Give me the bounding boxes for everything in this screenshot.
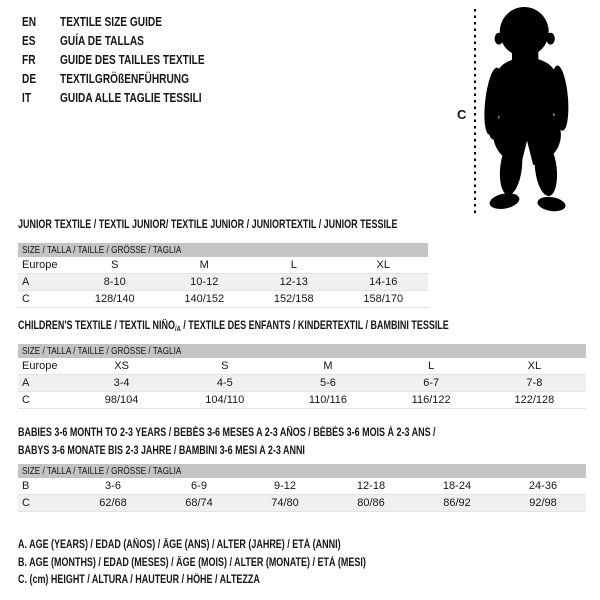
table-cell: 12-13	[249, 274, 339, 291]
note-age-years: A. AGE (YEARS) / EDAD (AÑOS) / ÂGE (ANS) / ALTER (JAHRE) / ETÀ (ANNI)	[18, 539, 341, 551]
babies-table-title: BABIES 3-6 MONTH TO 2-3 YEARS / BEBÉS 3-6 MESES A 2-3 AÑOS / BÉBÉS 3-6 MOIS À 2-3 ANS / BABYS 3-6 MONATE BIS 2-3 JAHRE / BAMBINI 3-6 MESI A 2-3 ANNI	[18, 427, 436, 457]
baby-silhouette-image	[481, 6, 575, 214]
lang-row-en	[22, 12, 245, 31]
table-cell: 9-12	[242, 478, 328, 495]
size-band-row	[18, 344, 586, 358]
lang-code: IT	[22, 90, 32, 105]
table-cell: M	[160, 257, 250, 274]
lang-row-fr	[22, 50, 245, 69]
table-cell: 92/98	[500, 495, 586, 512]
size-band-row	[18, 243, 428, 257]
lang-title: GUIDE DES TAILLES TEXTILE	[60, 52, 205, 67]
row-label: Europe	[18, 358, 70, 375]
table-cell: M	[276, 358, 379, 375]
row-label: B	[18, 478, 70, 495]
table-cell: 12-18	[328, 478, 414, 495]
lang-title: GUÍA DE TALLAS	[60, 33, 144, 48]
lang-row-de	[22, 69, 245, 88]
note-height-cm: C. (cm) HEIGHT / ALTURA / HAUTEUR / HÖHE / ALTEZZA	[18, 574, 260, 586]
table-cell: XS	[70, 358, 173, 375]
table-cell: 10-12	[160, 274, 250, 291]
lang-code: ES	[22, 33, 36, 48]
height-measure-line	[473, 9, 477, 213]
table-cell: 152/158	[249, 291, 339, 308]
table-cell: XL	[483, 358, 586, 375]
table-cell: 116/122	[380, 392, 483, 409]
lang-code: FR	[22, 52, 36, 67]
legend-notes	[18, 537, 464, 590]
row-label: C	[18, 291, 70, 308]
table-cell: 86/92	[414, 495, 500, 512]
lang-code: EN	[22, 14, 37, 29]
row-label: A	[18, 274, 70, 291]
table-cell: 74/80	[242, 495, 328, 512]
table-cell: 8-10	[70, 274, 160, 291]
language-list	[22, 12, 245, 107]
table-cell: S	[70, 257, 160, 274]
table-row	[18, 495, 586, 512]
table-cell: L	[380, 358, 483, 375]
table-cell: 104/110	[173, 392, 276, 409]
children-table-title: CHILDREN'S TEXTILE / TEXTIL $NIÑO_{/A}$ / TEXTILE DES ENFANTS / KINDERTEXTIL / BAMBINI TESSILE	[18, 320, 449, 333]
table-row	[18, 358, 586, 375]
table-row	[18, 291, 428, 308]
lang-title: TEXTILE SIZE GUIDE	[60, 14, 162, 29]
table-cell: 7-8	[483, 375, 586, 392]
lang-row-it	[22, 88, 245, 107]
lang-code: DE	[22, 71, 37, 86]
children-size-table	[18, 344, 586, 409]
row-label: C	[18, 495, 70, 512]
junior-table-title: JUNIOR TEXTILE / TEXTIL JUNIOR/ TEXTILE JUNIOR / JUNIORTEXTIL / JUNIOR TESSILE	[18, 219, 398, 231]
size-band-header: SIZE / TALLA / TAILLE / GRÖSSE / TAGLIA	[18, 344, 586, 358]
lang-title: TEXTILGRÖßENFÜHRUNG	[60, 71, 190, 86]
row-label: Europe	[18, 257, 70, 274]
size-band-header: SIZE / TALLA / TAILLE / GRÖSSE / TAGLIA	[18, 464, 586, 478]
table-cell: XL	[339, 257, 429, 274]
table-cell: 62/68	[70, 495, 156, 512]
row-label: C	[18, 392, 70, 409]
table-row	[18, 375, 586, 392]
junior-size-table	[18, 243, 428, 308]
table-cell: 6-9	[156, 478, 242, 495]
nino-a-subscript: /A	[174, 324, 181, 333]
table-cell: 110/116	[276, 392, 379, 409]
table-cell: 122/128	[483, 392, 586, 409]
table-cell: 6-7	[380, 375, 483, 392]
table-cell: 24-36	[500, 478, 586, 495]
height-measure-label: C	[457, 107, 467, 122]
table-cell: 5-6	[276, 375, 379, 392]
table-cell: 3-6	[70, 478, 156, 495]
size-band-row	[18, 464, 586, 478]
table-cell: 3-4	[70, 375, 173, 392]
table-cell: 128/140	[70, 291, 160, 308]
table-cell: L	[249, 257, 339, 274]
babies-size-table	[18, 464, 586, 512]
table-cell: 4-5	[173, 375, 276, 392]
table-cell: 98/104	[70, 392, 173, 409]
table-row	[18, 274, 428, 291]
row-label: A	[18, 375, 70, 392]
table-row	[18, 392, 586, 409]
table-row	[18, 257, 428, 274]
table-row	[18, 478, 586, 495]
table-cell: 80/86	[328, 495, 414, 512]
table-cell: 158/170	[339, 291, 429, 308]
table-cell: 14-16	[339, 274, 429, 291]
table-cell: 140/152	[160, 291, 250, 308]
note-age-months: B. AGE (MONTHS) / EDAD (MESES) / ÂGE (MOIS) / ALTER (MONATE) / ETÀ (MESI)	[18, 556, 366, 569]
size-band-header: SIZE / TALLA / TAILLE / GRÖSSE / TAGLIA	[18, 243, 428, 257]
lang-title: GUIDA ALLE TAGLIE TESSILI	[60, 90, 202, 105]
lang-row-es	[22, 31, 245, 50]
table-cell: 18-24	[414, 478, 500, 495]
table-cell: S	[173, 358, 276, 375]
table-cell: 68/74	[156, 495, 242, 512]
